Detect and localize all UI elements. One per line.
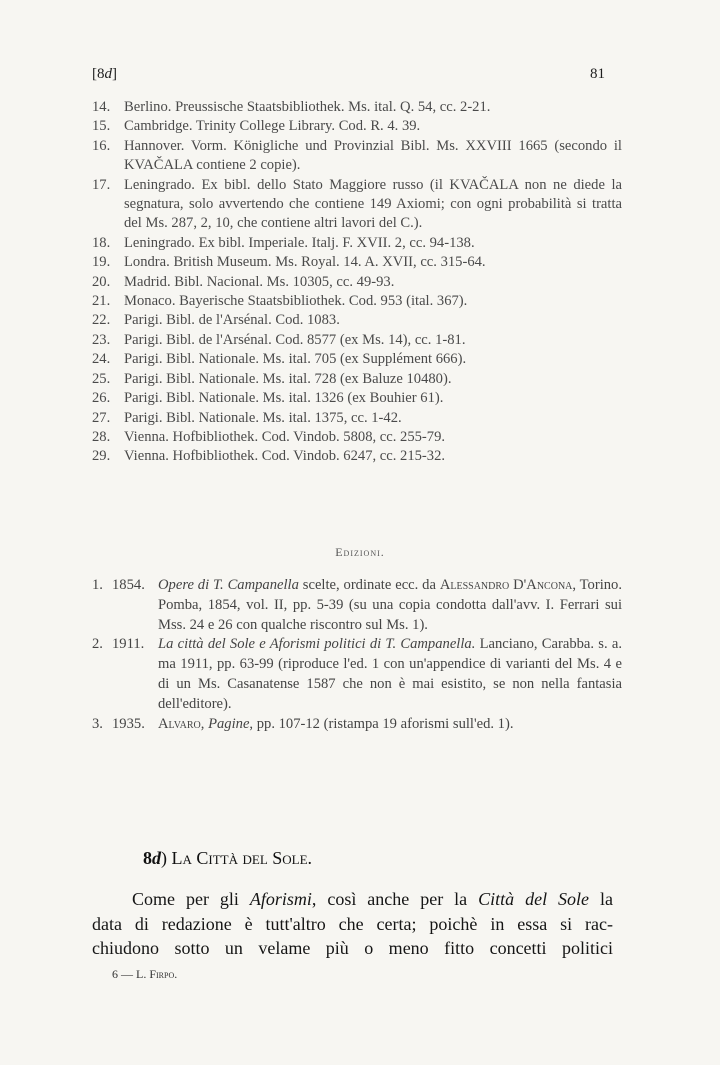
list-item: 3. 1935. Alvaro, Pagine, pp. 107-12 (ristampa 19 aforismi sull'ed. 1).: [92, 715, 514, 732]
list-item: 14. Berlino. Preussische Staatsbibliothek. Ms. ital. Q. 54, cc. 2-21.: [92, 99, 491, 115]
running-header-section: [8d]: [92, 66, 117, 82]
list-item: 28. Vienna. Hofbibliothek. Cod. Vindob. 5808, cc. 255-79.: [92, 428, 446, 445]
editions-list: [92, 576, 622, 734]
list-item: 27. Parigi. Bibl. Nationale. Ms. ital. 1375, cc. 1-42.: [92, 409, 402, 426]
list-item: 17. Leningrado. Ex bibl. dello Stato Maggiore russo (il KVAČALA non ne diede la segnatura, solo avvertendo che contiene 149 Axiomi; con ogni probabilità si tratta del Ms. 287, 2, 10, che contiene altri lavori del C.).: [92, 176, 622, 232]
text-line: data di redazione è tutt'altro che certa; poichè in essa si rac-: [92, 913, 613, 934]
text-line: chiudono sotto un velame più o meno fitto concetti politici: [92, 938, 613, 958]
signature-mark: 6 — L. Firpo.: [112, 967, 178, 981]
list-item: 18. Leningrado. Ex bibl. Imperiale. Italj. F. XVII. 2, cc. 94-138.: [92, 234, 475, 251]
list-item: 21. Monaco. Bayerische Staatsbibliothek. Cod. 953 (ital. 367).: [92, 293, 468, 310]
list-item: 2. 1911. La città del Sole e Aforismi politici di T. Campanella. Lanciano, Carabba. s. a. ma 1911, pp. 63-99 (riproduce l'ed. 1 con un'appendice di varianti del Ms. 4 e di un Ms. Casanatense 1587 che non è mai esistito, se non nella fantasia dell'editore).: [92, 636, 622, 712]
editions-heading: Edizioni.: [335, 545, 385, 559]
list-item: 19. Londra. British Museum. Ms. Royal. 14. A. XVII, cc. 315-64.: [92, 254, 486, 271]
manuscript-list: [92, 98, 622, 467]
list-item: 29. Vienna. Hofbibliothek. Cod. Vindob. 6247, cc. 215-32.: [92, 448, 446, 465]
list-item: 23. Parigi. Bibl. de l'Arsénal. Cod. 8577 (ex Ms. 14), cc. 1-81.: [92, 331, 466, 348]
page-number: 81: [590, 66, 605, 82]
list-item: 1. 1854. Opere di T. Campanella scelte, ordinate ecc. da Alessandro D'Ancona, Torino. Pomba, 1854, vol. II, pp. 5-39 (su una copia condotta dall'avv. I. Ferrari sui Mss. 24 e 26 con qualche riscontro sul Ms. 1).: [92, 577, 622, 633]
list-item: 22. Parigi. Bibl. de l'Arsénal. Cod. 1083.: [92, 312, 340, 329]
list-item: 15. Cambridge. Trinity College Library. Cod. R. 4. 39.: [92, 118, 421, 135]
section-heading: 8d) La Città del Sole.: [143, 848, 313, 868]
body-paragraph: [92, 887, 613, 961]
list-item: 25. Parigi. Bibl. Nationale. Ms. ital. 728 (ex Baluze 10480).: [92, 370, 452, 387]
list-item: 24. Parigi. Bibl. Nationale. Ms. ital. 705 (ex Supplément 666).: [92, 351, 467, 368]
text-line: Come per gli Aforismi, così anche per la Città del Sole la: [132, 889, 614, 909]
list-item: 16. Hannover. Vorm. Königliche und Provinzial Bibl. Ms. XXVIII 1665 (secondo il KVAČALA contiene 2 copie).: [92, 137, 622, 174]
list-item: 26. Parigi. Bibl. Nationale. Ms. ital. 1326 (ex Bouhier 61).: [92, 390, 444, 407]
list-item: 20. Madrid. Bibl. Nacional. Ms. 10305, cc. 49-93.: [92, 273, 395, 290]
